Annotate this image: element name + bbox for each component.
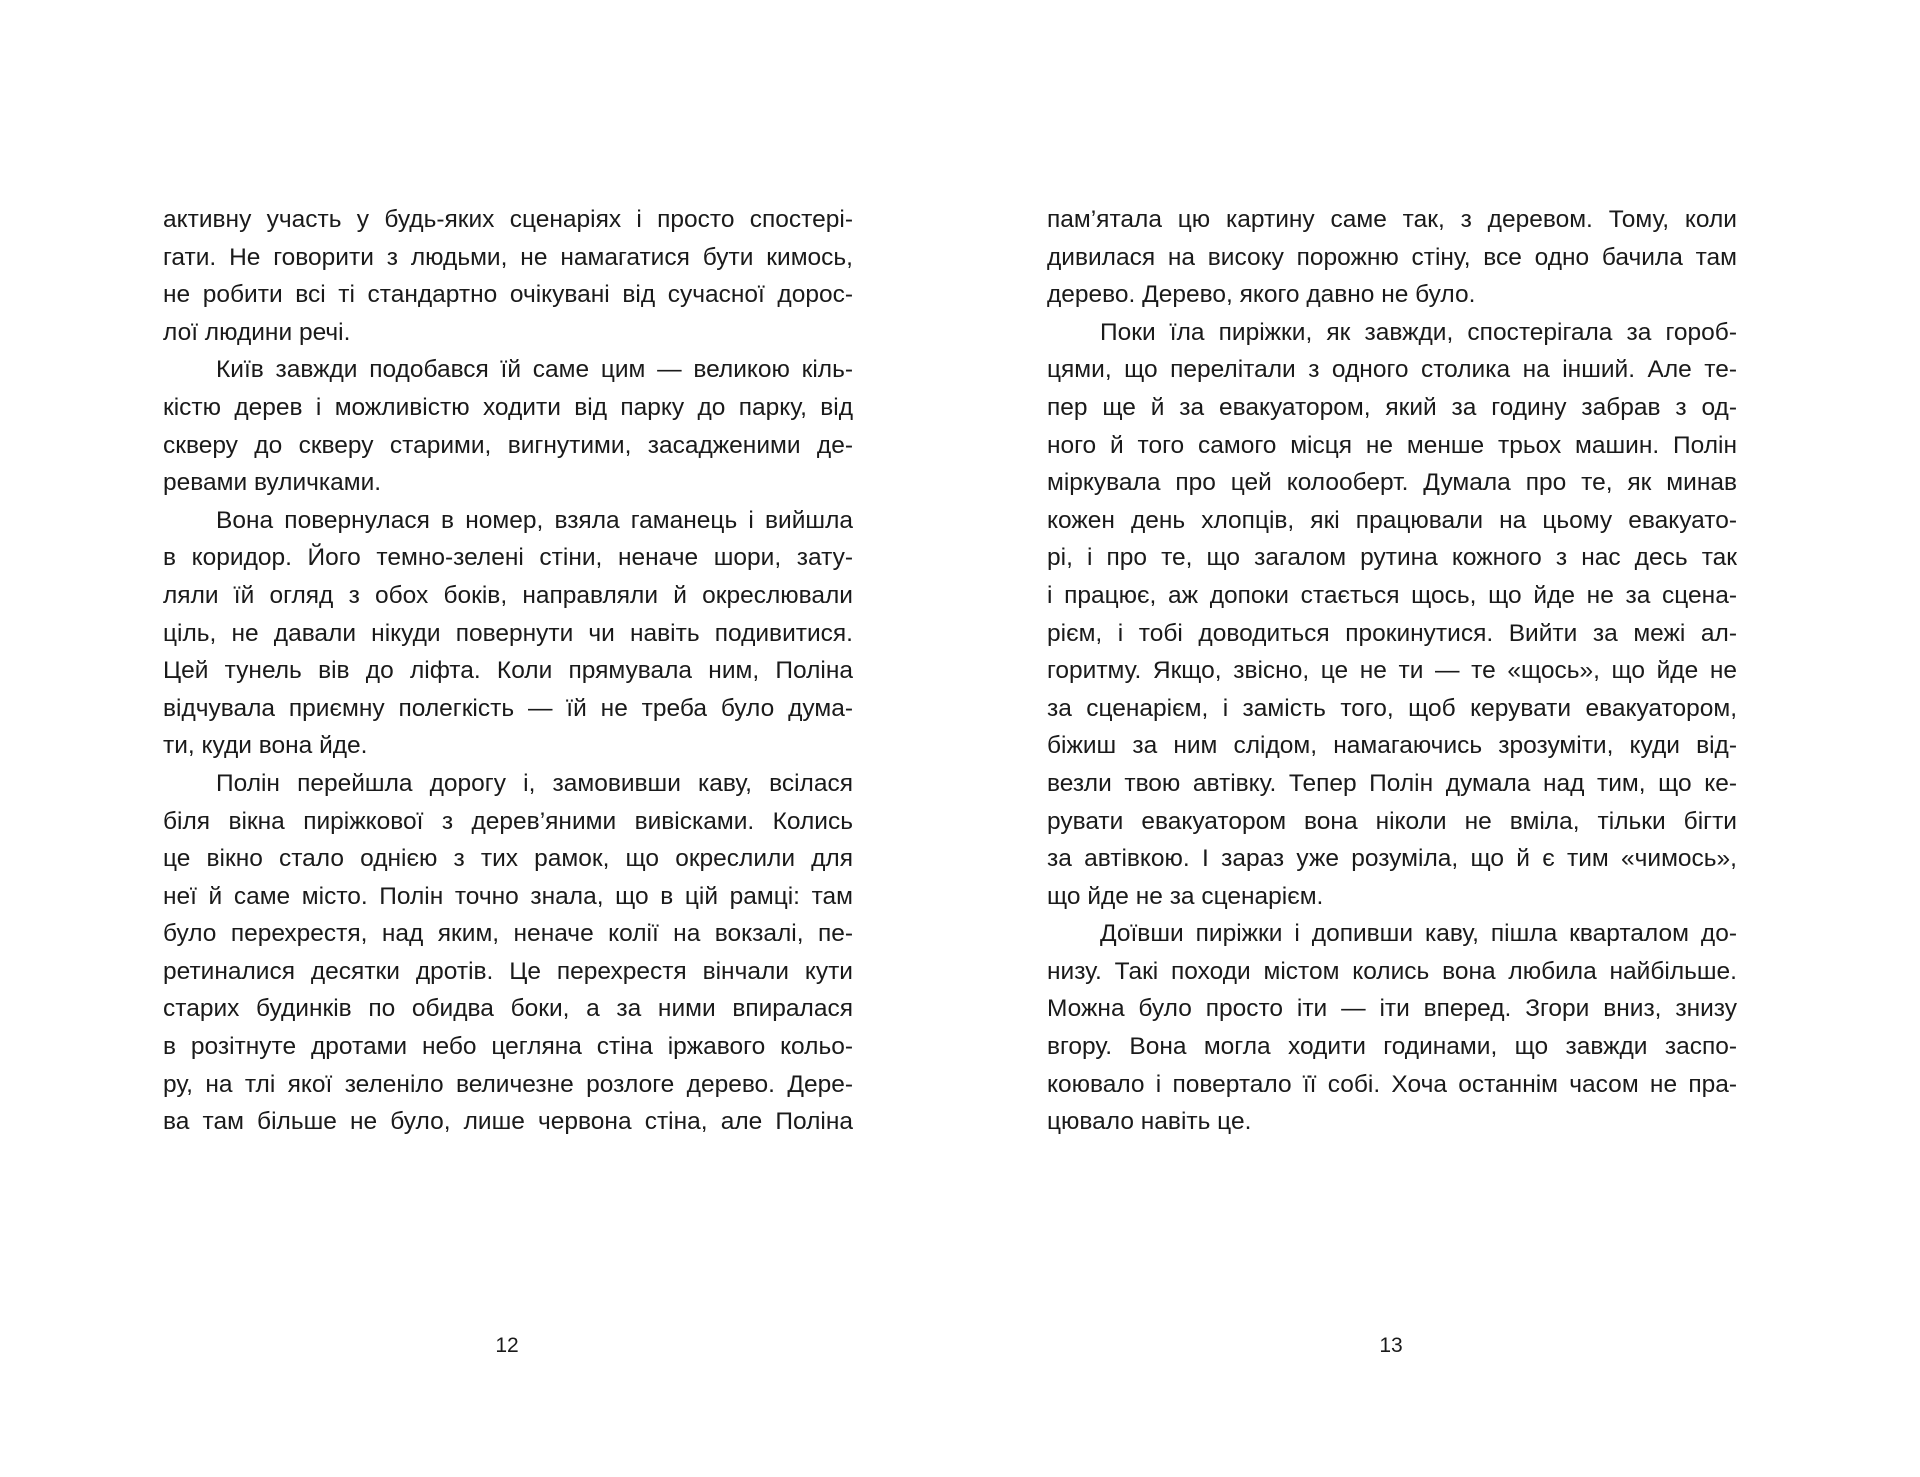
text-line: неї й саме місто. Полін точно знала, що в цій рамці: там [163,882,853,910]
text-line: скверу до скверу старими, вигнутими, засадженими де- [163,431,853,459]
text-line: рі, і про те, що загалом рутина кожного з нас десь так [1047,544,1737,572]
text-line: рувати евакуатором вона ніколи не вміла, тільки бігти [1047,807,1737,835]
text-line: цювало навіть це. [1047,1108,1252,1136]
text-line: ти, куди вона йде. [163,732,368,760]
text-line: старих будинків по обидва боки, а за ними впиралася [163,995,853,1023]
text-line: біля вікна пиріжкової з дерев’яними вивісками. Колись [163,807,853,835]
text-line: ру, на тлі якої зеленіло величезне розлоге дерево. Дере- [163,1070,853,1098]
right-page-text [1047,201,1737,1141]
text-line: Цей тунель вів до ліфта. Коли прямувала ним, Поліна [163,657,853,685]
text-line: ціль, не давали нікуди повернути чи навіть подивитися. [163,619,853,647]
text-line: і працює, аж допоки стається щось, що йде не за сцена- [1047,581,1737,609]
right-page [960,0,1920,1477]
text-line: Полін перейшла дорогу і, замовивши каву, всілася [216,769,853,797]
text-line: ревами вуличками. [163,469,382,497]
text-line: за сценарієм, і замість того, щоб керувати евакуатором, [1047,694,1737,722]
text-line: було перехрестя, над яким, неначе колії на вокзалі, пе- [163,920,853,948]
text-line: не робити всі ті стандартно очікувані від сучасної дорос- [163,281,853,309]
text-line: це вікно стало однією з тих рамок, що окреслили для [163,845,853,873]
text-line: кістю дерев і можливістю ходити від парку до парку, від [163,393,853,421]
text-line: гати. Не говорити з людьми, не намагатися бути кимось, [163,243,853,271]
text-line: за автівкою. І зараз уже розуміла, що й є тим «чимось», [1047,845,1737,873]
text-line: активну участь у будь-яких сценаріях і просто спостері- [163,206,853,233]
text-line: ного й того самого місця не менше трьох машин. Полін [1047,431,1737,459]
page-number: 12 [495,1334,519,1357]
text-line: ляли їй огляд з обох боків, направляли й окреслювали [163,581,853,609]
left-page-text [163,201,853,1141]
page-number: 13 [1379,1334,1403,1357]
text-line: Київ завжди подобався їй саме цим — великою кіль- [216,356,853,384]
text-line: лої людини речі. [163,318,351,346]
text-line: ретиналися десятки дротів. Це перехрестя вінчали кути [163,957,853,985]
text-line: везли твою автівку. Тепер Полін думала над тим, що ке- [1047,769,1737,797]
text-line: низу. Такі походи містом колись вона любила найбільше. [1047,957,1737,985]
text-line: міркувала про цей колооберт. Думала про те, як минав [1047,469,1737,497]
text-line: горитму. Якщо, звісно, це не ти — те «щось», що йде не [1047,657,1737,685]
text-line: кожен день хлопців, які працювали на цьому евакуато- [1047,506,1737,534]
text-line: Поки їла пиріжки, як завжди, спостерігала за гороб- [1100,318,1737,346]
text-line: коювало і повертало її собі. Хоча останнім часом не пра- [1047,1070,1737,1098]
text-line: пам’ятала цю картину саме так, з деревом. Тому, коли [1047,206,1737,233]
text-line: що йде не за сценарієм. [1047,882,1324,910]
text-line: Доївши пиріжки і допивши каву, пішла кварталом до- [1100,920,1737,948]
text-line: ва там більше не було, лише червона стіна, але Поліна [163,1108,853,1136]
text-line: Вона повернулася в номер, взяла гаманець і вийшла [216,506,853,534]
text-line: цями, що перелітали з одного столика на інший. Але те- [1047,356,1737,384]
text-line: в коридор. Його темно-зелені стіни, неначе шори, зату- [163,544,853,572]
text-line: Можна було просто іти — іти вперед. Згори вниз, знизу [1047,995,1737,1023]
text-line: відчувала приємну полегкість — їй не треба було дума- [163,694,853,722]
text-line: дерево. Дерево, якого давно не було. [1047,281,1476,309]
text-line: вгору. Вона могла ходити годинами, що завжди заспо- [1047,1033,1737,1061]
text-line: дивилася на високу порожню стіну, все одно бачила там [1047,243,1737,271]
text-line: рієм, і тобі доводиться прокинутися. Вийти за межі ал- [1047,619,1737,647]
text-line: біжиш за ним слідом, намагаючись зрозуміти, куди від- [1047,732,1737,760]
text-line: пер ще й за евакуатором, який за годину забрав з од- [1047,393,1737,421]
text-line: в розітнуте дротами небо цегляна стіна іржавого кольо- [163,1033,853,1061]
